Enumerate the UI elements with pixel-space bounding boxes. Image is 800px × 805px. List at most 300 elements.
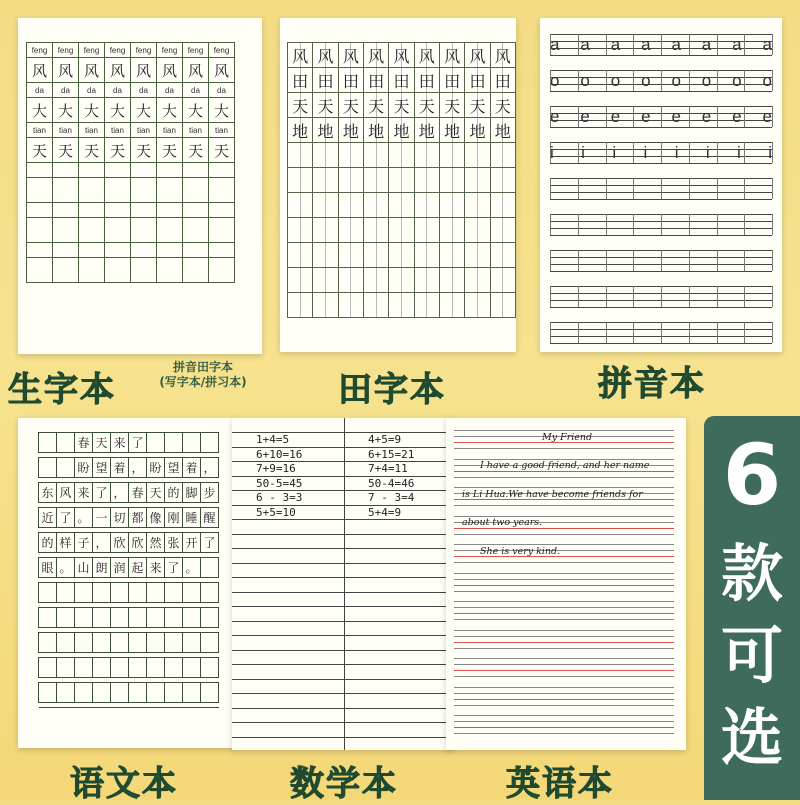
pinyin-cell xyxy=(183,243,209,258)
hanzi-cell: 天 xyxy=(183,138,209,163)
pinyin-letter: i xyxy=(674,143,679,162)
composition-cell: 春 xyxy=(129,483,147,503)
pinyin-letter: o xyxy=(701,71,712,90)
hanzi-cell: 天 xyxy=(27,138,53,163)
pinyin-letter: i xyxy=(768,143,772,162)
pinyin-cell: da xyxy=(157,83,183,98)
composition-cell xyxy=(129,683,147,703)
tian-cell xyxy=(465,268,490,293)
composition-cell: 样 xyxy=(57,533,75,553)
pinyin-divider xyxy=(661,70,662,91)
composition-cell xyxy=(93,608,111,628)
pinyin-ruling xyxy=(550,307,772,308)
hanzi-cell xyxy=(209,218,235,243)
pinyin-cell xyxy=(209,203,235,218)
tian-cell: 地 xyxy=(465,118,490,143)
hanzi-cell xyxy=(157,178,183,203)
composition-cell: 欣 xyxy=(129,533,147,553)
tian-cell: 地 xyxy=(414,118,439,143)
tian-cell: 地 xyxy=(313,118,338,143)
hanzi-cell xyxy=(183,258,209,283)
pinyin-letter: e xyxy=(671,107,681,126)
composition-cell: 。 xyxy=(57,558,75,578)
pinyin-divider xyxy=(772,34,773,55)
pinyin-cell: tian xyxy=(105,123,131,138)
composition-cell xyxy=(201,558,219,578)
equation-left: 5+5=10 xyxy=(256,505,296,519)
tian-cell: 地 xyxy=(490,118,515,143)
ruled-line xyxy=(232,621,454,622)
tian-cell xyxy=(414,243,439,268)
pinyin-divider xyxy=(772,178,773,199)
composition-cell: 着 xyxy=(183,458,201,478)
badge-number: 6 xyxy=(722,426,782,524)
label-shengziben: 生字本 xyxy=(8,370,116,410)
composition-cell: 风 xyxy=(57,483,75,503)
english-ruling xyxy=(454,676,674,677)
essay-title: My Friend xyxy=(542,432,593,443)
composition-cell: 近 xyxy=(39,508,57,528)
ruled-line xyxy=(232,592,454,593)
hanzi-cell xyxy=(131,218,157,243)
pinyin-divider xyxy=(772,214,773,235)
composition-cell xyxy=(39,583,57,603)
pinyin-letter: a xyxy=(610,35,621,54)
composition-cell xyxy=(57,683,75,703)
pinyin-divider xyxy=(744,70,745,91)
hanzi-cell xyxy=(27,258,53,283)
composition-cell xyxy=(111,608,129,628)
english-ruling xyxy=(454,591,674,592)
tian-cell xyxy=(363,168,388,193)
composition-cell xyxy=(39,683,57,703)
pinyin-divider xyxy=(772,322,773,343)
pinyin-divider xyxy=(744,34,745,55)
pinyin-divider xyxy=(633,286,634,307)
pinyin-cell: feng xyxy=(105,43,131,58)
hanzi-cell xyxy=(209,178,235,203)
tian-cell xyxy=(288,293,313,318)
pinyin-divider xyxy=(661,322,662,343)
pinyin-divider xyxy=(633,106,634,127)
composition-cell: ， xyxy=(129,458,147,478)
tian-cell xyxy=(338,293,363,318)
composition-cell xyxy=(111,683,129,703)
pinyin-cell xyxy=(27,163,53,178)
pinyin-cell xyxy=(157,163,183,178)
composition-cell xyxy=(201,608,219,628)
label-sub-line-2: (写字本/拼习本) xyxy=(159,375,247,389)
composition-cell xyxy=(129,608,147,628)
pinyin-letter: e xyxy=(610,107,621,126)
pinyin-letter: a xyxy=(701,35,712,54)
tian-cell: 天 xyxy=(363,93,388,118)
equation-right: 6+15=21 xyxy=(368,447,415,461)
pinyin-divider xyxy=(578,214,579,235)
composition-cell xyxy=(165,433,183,453)
english-ruling xyxy=(454,670,674,671)
tian-cell xyxy=(288,218,313,243)
pinyin-divider xyxy=(717,34,718,55)
pinyin-divider xyxy=(578,70,579,91)
tian-cell xyxy=(414,268,439,293)
tian-cell xyxy=(439,293,464,318)
composition-cell xyxy=(183,658,201,678)
ruled-line xyxy=(232,737,454,738)
tian-cell xyxy=(414,293,439,318)
pinyin-divider xyxy=(606,34,607,55)
english-ruling xyxy=(454,727,674,728)
tian-cell xyxy=(465,193,490,218)
tian-cell xyxy=(439,243,464,268)
composition-cell: 像 xyxy=(147,508,165,528)
composition-cell xyxy=(57,458,75,478)
pinyin-divider xyxy=(689,178,690,199)
tian-cell xyxy=(313,168,338,193)
composition-cell xyxy=(165,633,183,653)
english-ruling xyxy=(454,505,674,506)
composition-cell: 张 xyxy=(165,533,183,553)
composition-cell: 了 xyxy=(129,433,147,453)
equation-left: 50-5=45 xyxy=(256,476,303,490)
tian-cell xyxy=(313,293,338,318)
pinyin-divider xyxy=(661,34,662,55)
hanzi-cell: 大 xyxy=(209,98,235,123)
pinyin-cell xyxy=(79,243,105,258)
composition-cell: 。 xyxy=(183,558,201,578)
hanzi-cell xyxy=(105,258,131,283)
essay-line: She is very kind. xyxy=(480,546,561,557)
pinyin-letter: o xyxy=(580,71,590,90)
composition-cell: 来 xyxy=(147,558,165,578)
pinyin-divider xyxy=(661,142,662,163)
pinyin-divider xyxy=(661,250,662,271)
composition-cell: 润 xyxy=(111,558,129,578)
hanzi-cell: 风 xyxy=(209,58,235,83)
composition-cell xyxy=(111,583,129,603)
composition-cell: 刚 xyxy=(165,508,183,528)
composition-cell xyxy=(129,658,147,678)
composition-cell: 山 xyxy=(75,558,93,578)
pinyin-letter: i xyxy=(737,143,741,162)
pinyin-cell xyxy=(131,203,157,218)
composition-cell: 欣 xyxy=(111,533,129,553)
hanzi-cell: 风 xyxy=(105,58,131,83)
pinyin-divider xyxy=(606,70,607,91)
pinyin-cell: tian xyxy=(53,123,79,138)
composition-cell xyxy=(147,683,165,703)
pinyin-letter: o xyxy=(732,71,742,90)
tian-cell xyxy=(338,268,363,293)
composition-cell xyxy=(165,658,183,678)
english-ruling xyxy=(454,585,674,586)
pinyin-cell: tian xyxy=(131,123,157,138)
pinyin-cell: feng xyxy=(131,43,157,58)
pinyin-divider xyxy=(578,322,579,343)
pinyin-divider xyxy=(717,286,718,307)
tian-cell: 天 xyxy=(414,93,439,118)
composition-cell xyxy=(75,658,93,678)
sheet-yuwenben xyxy=(18,418,236,748)
tian-cell: 天 xyxy=(439,93,464,118)
tian-cell: 地 xyxy=(439,118,464,143)
pinyin-cell: da xyxy=(79,83,105,98)
equation-right: 5+4=9 xyxy=(368,505,402,519)
pinyin-divider xyxy=(772,106,773,127)
composition-cell xyxy=(201,583,219,603)
hanzi-cell xyxy=(157,258,183,283)
composition-cell: 来 xyxy=(111,433,129,453)
essay-line: about two years. xyxy=(462,517,543,528)
pinyin-letter: i xyxy=(581,143,585,162)
pinyin-cell xyxy=(27,203,53,218)
pinyin-cell: tian xyxy=(27,123,53,138)
pinyin-letter: e xyxy=(580,107,590,126)
pinyin-divider xyxy=(744,322,745,343)
tian-cell xyxy=(414,168,439,193)
composition-cell: ， xyxy=(93,533,111,553)
pinyin-cell: da xyxy=(183,83,209,98)
label-shuxueben: 数学本 xyxy=(290,764,398,804)
hanzi-cell xyxy=(131,258,157,283)
pinyin-divider xyxy=(772,142,773,163)
pinyin-cell xyxy=(131,163,157,178)
tian-cell xyxy=(439,168,464,193)
pinyin-letter: a xyxy=(641,35,651,54)
pinyin-letter: a xyxy=(550,35,560,54)
pinyin-cell: feng xyxy=(157,43,183,58)
pinyin-cell xyxy=(79,163,105,178)
tian-cell xyxy=(389,193,414,218)
pinyin-letter: o xyxy=(550,71,560,90)
ruled-line xyxy=(232,679,454,680)
pinyin-tian-grid xyxy=(26,42,235,283)
pinyin-divider xyxy=(550,106,551,127)
tian-cell: 天 xyxy=(338,93,363,118)
english-ruling xyxy=(454,733,674,734)
tian-cell xyxy=(490,243,515,268)
pinyin-divider xyxy=(578,106,579,127)
tian-cell xyxy=(338,218,363,243)
composition-cell xyxy=(147,633,165,653)
tian-cell xyxy=(288,143,313,168)
composition-cell: 盼 xyxy=(75,458,93,478)
pinyin-divider xyxy=(717,70,718,91)
pinyin-divider xyxy=(744,178,745,199)
pinyin-divider xyxy=(744,106,745,127)
hanzi-cell xyxy=(27,178,53,203)
hanzi-cell: 大 xyxy=(105,98,131,123)
composition-cell xyxy=(111,633,129,653)
hanzi-cell: 风 xyxy=(53,58,79,83)
pinyin-letter: e xyxy=(550,107,560,126)
composition-cell: 盼 xyxy=(147,458,165,478)
composition-cell: 都 xyxy=(129,508,147,528)
composition-cell: 了 xyxy=(165,558,183,578)
pinyin-cell: da xyxy=(131,83,157,98)
pinyin-divider xyxy=(606,142,607,163)
pinyin-divider xyxy=(661,178,662,199)
tian-cell: 地 xyxy=(338,118,363,143)
ruled-line xyxy=(232,606,454,607)
tian-cell: 田 xyxy=(490,68,515,93)
pinyin-letter: e xyxy=(641,107,651,126)
composition-cell xyxy=(75,608,93,628)
equation-right: 7+4=11 xyxy=(368,462,408,475)
tian-cell xyxy=(363,243,388,268)
hanzi-cell xyxy=(53,258,79,283)
composition-cell: 天 xyxy=(147,483,165,503)
pinyin-divider xyxy=(578,250,579,271)
pinyin-divider xyxy=(633,178,634,199)
tian-cell xyxy=(288,168,313,193)
composition-cell xyxy=(57,633,75,653)
tian-cell xyxy=(490,218,515,243)
composition-cell xyxy=(39,658,57,678)
composition-grid xyxy=(38,432,219,708)
tian-cell: 风 xyxy=(288,43,313,68)
tian-cell xyxy=(414,143,439,168)
pinyin-letter: e xyxy=(762,107,772,126)
pinyin-cell: feng xyxy=(209,43,235,58)
tian-cell: 地 xyxy=(288,118,313,143)
tian-cell: 风 xyxy=(389,43,414,68)
hanzi-cell: 天 xyxy=(105,138,131,163)
pinyin-cell: tian xyxy=(79,123,105,138)
essay-line: I have a good friend, and her name xyxy=(480,460,650,471)
pinyin-cell: tian xyxy=(209,123,235,138)
composition-cell xyxy=(75,633,93,653)
composition-cell xyxy=(93,683,111,703)
pinyin-divider xyxy=(550,142,551,163)
tian-cell: 风 xyxy=(465,43,490,68)
pinyin-divider xyxy=(550,322,551,343)
composition-cell: 步 xyxy=(201,483,219,503)
tian-cell xyxy=(338,193,363,218)
pinyin-divider xyxy=(578,286,579,307)
pinyin-divider xyxy=(550,250,551,271)
hanzi-cell xyxy=(183,218,209,243)
pinyin-divider xyxy=(744,250,745,271)
composition-cell xyxy=(147,583,165,603)
pinyin-divider xyxy=(550,286,551,307)
pinyin-divider xyxy=(744,286,745,307)
pinyin-letter: e xyxy=(701,107,712,126)
pinyin-divider xyxy=(717,214,718,235)
composition-cell: 切 xyxy=(111,508,129,528)
pinyin-letter: o xyxy=(610,71,621,90)
composition-cell xyxy=(165,583,183,603)
hanzi-cell: 风 xyxy=(131,58,157,83)
sheet-shengziben xyxy=(18,18,262,354)
pinyin-letter: a xyxy=(580,35,590,54)
pinyin-divider xyxy=(717,322,718,343)
ruled-line xyxy=(232,519,454,520)
label-yuwenben: 语文本 xyxy=(70,764,178,804)
tian-cell: 天 xyxy=(389,93,414,118)
tian-cell: 风 xyxy=(313,43,338,68)
pinyin-divider xyxy=(606,250,607,271)
composition-cell: 了 xyxy=(93,483,111,503)
ruled-line xyxy=(232,650,454,651)
hanzi-cell xyxy=(27,218,53,243)
pinyin-divider xyxy=(550,34,551,55)
english-ruling xyxy=(454,487,674,488)
tian-cell xyxy=(363,268,388,293)
pinyin-cell xyxy=(131,243,157,258)
tian-cell: 风 xyxy=(414,43,439,68)
tian-cell xyxy=(389,293,414,318)
pinyin-divider xyxy=(606,214,607,235)
english-ruling xyxy=(454,448,674,449)
english-ruling xyxy=(454,534,674,535)
composition-cell: 的 xyxy=(165,483,183,503)
hanzi-cell xyxy=(79,218,105,243)
pinyin-divider xyxy=(717,178,718,199)
composition-cell: 望 xyxy=(165,458,183,478)
pinyin-cell xyxy=(105,243,131,258)
tian-cell xyxy=(439,143,464,168)
hanzi-cell: 大 xyxy=(131,98,157,123)
english-ruling xyxy=(454,721,674,722)
tian-cell xyxy=(288,243,313,268)
composition-cell: 。 xyxy=(75,508,93,528)
composition-cell xyxy=(57,658,75,678)
composition-cell: 一 xyxy=(93,508,111,528)
ruled-line xyxy=(232,722,454,723)
english-ruling xyxy=(454,613,674,614)
composition-cell xyxy=(201,658,219,678)
tian-cell xyxy=(490,168,515,193)
composition-cell xyxy=(183,683,201,703)
pinyin-ruling xyxy=(550,343,772,344)
ruled-line xyxy=(232,635,454,636)
pinyin-cell xyxy=(79,203,105,218)
tian-cell xyxy=(490,293,515,318)
pinyin-ruling xyxy=(550,163,772,164)
sheet-tianziben xyxy=(280,18,516,352)
tian-cell xyxy=(389,268,414,293)
essay-line: is Li Hua.We have become friends for xyxy=(462,489,643,500)
english-ruling xyxy=(454,658,674,659)
pinyin-cell: da xyxy=(209,83,235,98)
composition-cell xyxy=(39,433,57,453)
tian-cell: 田 xyxy=(414,68,439,93)
composition-cell xyxy=(183,608,201,628)
hanzi-cell: 天 xyxy=(53,138,79,163)
pinyin-divider xyxy=(606,178,607,199)
pinyin-letter: o xyxy=(641,71,651,90)
tian-cell xyxy=(490,193,515,218)
tian-cell xyxy=(288,268,313,293)
ruled-line xyxy=(232,563,454,564)
composition-cell: 春 xyxy=(75,433,93,453)
composition-cell: 睡 xyxy=(183,508,201,528)
pinyin-divider xyxy=(717,142,718,163)
composition-cell xyxy=(201,633,219,653)
composition-cell: 的 xyxy=(39,533,57,553)
tian-cell xyxy=(363,143,388,168)
tian-cell xyxy=(363,218,388,243)
tian-cell xyxy=(389,243,414,268)
composition-cell: 朗 xyxy=(93,558,111,578)
english-ruling xyxy=(454,699,674,700)
pinyin-letter: o xyxy=(671,71,681,90)
pinyin-cell xyxy=(183,203,209,218)
composition-cell: 望 xyxy=(93,458,111,478)
tian-cell xyxy=(465,168,490,193)
tian-cell: 天 xyxy=(490,93,515,118)
